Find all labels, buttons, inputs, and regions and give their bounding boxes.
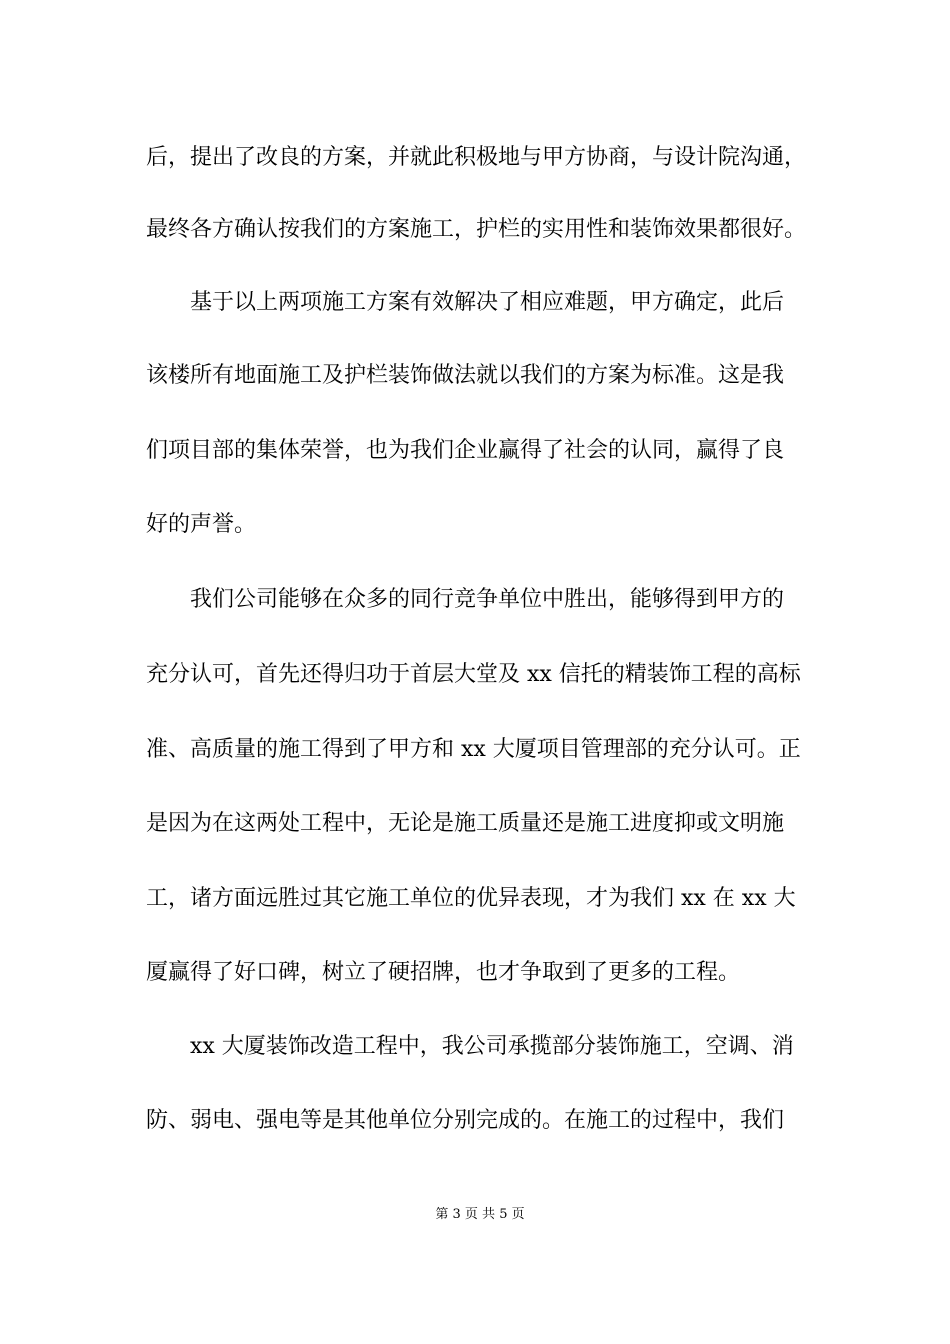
text-line: xx 大厦装饰改造工程中，我公司承揽部分装饰施工，空调、消 <box>146 1034 794 1059</box>
page-number-footer: 第 3 页 共 5 页 <box>435 1207 525 1222</box>
text-line: 充分认可，首先还得归功于首层大堂及 xx 信托的精装饰工程的高标 <box>146 662 801 687</box>
text-line: 最终各方确认按我们的方案施工，护栏的实用性和装饰效果都很好。 <box>146 217 807 242</box>
text-line: 好的声誉。 <box>146 512 257 537</box>
text-line: 厦赢得了好口碑，树立了硬招牌，也才争取到了更多的工程。 <box>146 960 741 985</box>
text-line: 是因为在这两处工程中，无论是施工质量还是施工进度抑或文明施 <box>146 811 785 836</box>
text-line: 基于以上两项施工方案有效解决了相应难题，甲方确定，此后 <box>146 290 785 315</box>
text-line: 们项目部的集体荣誉，也为我们企业赢得了社会的认同，赢得了良 <box>146 438 785 463</box>
text-line: 工，诸方面远胜过其它施工单位的优异表现，才为我们 xx 在 xx 大 <box>146 886 796 911</box>
text-line: 防、弱电、强电等是其他单位分别完成的。在施工的过程中，我们 <box>146 1108 785 1133</box>
text-line: 后，提出了改良的方案，并就此积极地与甲方协商，与设计院沟通， <box>146 145 807 170</box>
text-line: 我们公司能够在众多的同行竞争单位中胜出，能够得到甲方的 <box>146 587 785 612</box>
text-line: 该楼所有地面施工及护栏装饰做法就以我们的方案为标准。这是我 <box>146 363 785 388</box>
text-line: 准、高质量的施工得到了甲方和 xx 大厦项目管理部的充分认可。正 <box>146 737 801 762</box>
